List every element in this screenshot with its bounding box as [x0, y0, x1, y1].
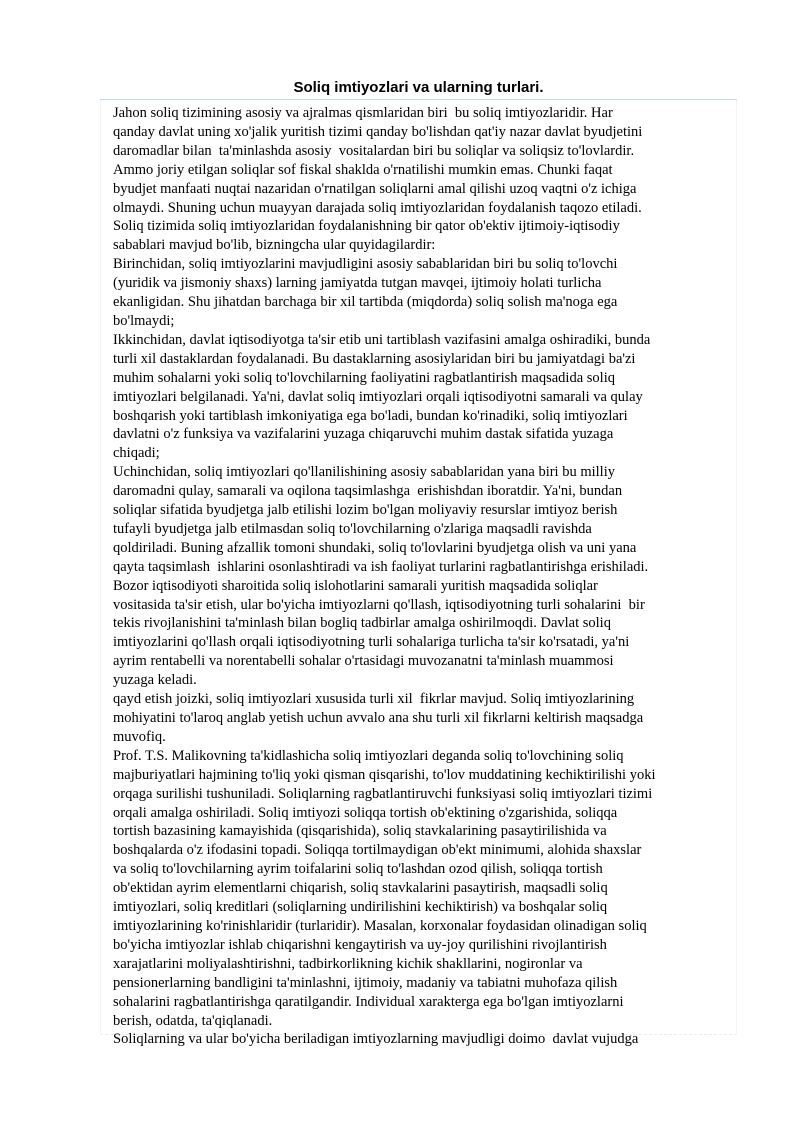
paragraph — [113, 255, 733, 331]
text-line: tekis rivojlanishini ta'minlash bilan bogliq tadbirlar amalga oshirilmoqdi. Davlat soliq — [113, 615, 611, 632]
text-line: berish, odatda, ta'qiqlanadi. — [113, 1012, 273, 1029]
text-line: byudjet manfaati nuqtai nazaridan o'rnatilgan soliqlarni amal qilishi uzoq vaqtni o'z ichiga — [113, 180, 637, 197]
text-line: chiqadi; — [113, 445, 160, 462]
text-line: tortish bazasining kamayishida (qisqarishida), soliq stavkalarining pasaytirilishida va — [113, 823, 607, 840]
text-line: orqaga surilishi tushuniladi. Soliqlarning ragbatlantiruvchi funksiyasi soliq imtiyozlari tizimi — [113, 785, 653, 802]
text-line: ob'ektidan ayrim elementlarni chiqarish, soliq stavkalarini pasaytirish, maqsadli soliq — [113, 880, 608, 897]
paragraph — [113, 1030, 733, 1049]
text-line: mohiyatini to'laroq anglab yetish uchun avvalo ana shu turli xil fikrlarni keltirish maqsadga — [113, 710, 644, 726]
text-line: majburiyatlari hajmining to'liq yoki qisman qisqarishi, to'lov muddatining kechiktirilishi yoki — [113, 766, 656, 783]
text-line: daromadni qulay, samarali va oqilona taqsimlashga erishishdan iboratdir. Ya'ni, bundan — [113, 483, 623, 500]
text-line: (yuridik va jismoniy shaxs) larning jamiyatda tutgan mavqei, ijtimoiy holati turlicha — [113, 275, 602, 292]
paragraph — [113, 331, 733, 463]
text-line: boshqarish yoki tartiblash imkoniyatiga ega bo'ladi, bundan ko'rinadiki, soliq imtiyozlari — [113, 407, 628, 424]
text-line: muvofiq. — [113, 728, 166, 745]
text-line: Ammo joriy etilgan soliqlar sof fiskal shaklda o'rnatilishi mumkin emas. Chunki faqat — [113, 161, 613, 178]
text-line: qoldiriladi. Buning afzallik tomoni shundaki, soliq to'lovlarini byudjetga olish va uni yana — [113, 539, 637, 556]
text-line: Jahon soliq tizimining asosiy va ajralmas qismlaridan biri bu soliq imtiyozlaridir. Har — [113, 105, 613, 121]
text-line: ekanligidan. Shu jihatdan barchaga bir xil tartibda (miqdorda) soliq solish ma'noga ega — [113, 294, 618, 311]
text-line: imtiyozlarini qo'llash orqali iqtisodiyotning turli sohalariga turlicha ta'sir ko'rsatadi, ya'ni — [113, 634, 630, 651]
text-line: xarajatlarini moliyalashtirishni, tadbirkorlikning kichik shakllarini, nogironlar va — [113, 955, 583, 972]
paragraph — [113, 690, 733, 747]
text-line: yuzaga keladi. — [113, 672, 197, 689]
text-line: Ikkinchidan, davlat iqtisodiyotga ta'sir etib uni tartiblash vazifasini amalga oshiradiki, bunda — [113, 331, 651, 348]
text-line: turli xil dastaklardan foydalanadi. Bu dastaklarning asosiylaridan biri bu jamiyatdagi ba'zi — [113, 350, 636, 367]
text-line: imtiyozlari belgilanadi. Ya'ni, davlat soliq imtiyozlari orqali iqtisodiyotni samarali va qulay — [113, 388, 643, 405]
paragraph — [113, 104, 733, 255]
text-line: Uchinchidan, soliq imtiyozlari qo'llanilishining asosiy sabablaridan yana biri bu milliy — [113, 464, 615, 481]
text-line: Bozor iqtisodiyoti sharoitida soliq islohotlarini samarali yuritish maqsadida soliqlar — [113, 577, 598, 594]
text-line: orqali amalga oshiriladi. Soliq imtiyozi soliqqa tortish ob'ektining o'zgarishida, soliqqa — [113, 804, 618, 821]
text-line: boshqalarda o'z ifodasini topadi. Soliqqa tortilmaydigan ob'ekt minimumi, alohida shaxslar — [113, 842, 642, 859]
text-line: muhim sohalarni yoki soliq to'lovchilarning faoliyatini ragbatlantirish maqsadida soliq — [113, 369, 615, 386]
text-line: qanday davlat uning xo'jalik yuritish tizimi qanday bo'lishdan qat'iy nazar davlat byudjetini — [113, 123, 643, 140]
text-line: imtiyozlari, soliq kreditlari (soliqlarning undirilishini kechiktirish) va boshqalar soliq — [113, 899, 608, 916]
paragraph — [113, 747, 733, 1031]
text-line: qayd etish joizki, soliq imtiyozlari xususida turli xil fikrlar mavjud. Soliq imtiyozlarining — [113, 691, 635, 708]
text-line: bo'yicha imtiyozlar ishlab chiqarishni kengaytirish va uy-joy qurilishini rivojlantirish — [113, 936, 607, 953]
text-line: vositasida ta'sir etish, ular bo'yicha imtiyozlarni qo'llash, iqtisodiyotning turli sohalarini bir — [113, 596, 645, 613]
text-line: pensionerlarning bandligini ta'minlashni, ijtimoiy, madaniy va tabiatni muhofaza qilish — [113, 974, 618, 991]
text-line: imtiyozlarining ko'rinishlaridir (turlaridir). Masalan, korxonalar foydasidan olinadigan soliq — [113, 917, 647, 934]
text-line: davlatni o'z funksiya va vazifalarini yuzaga chiqaruvchi muhim dastak sifatida yuzaga — [113, 426, 614, 443]
document-body — [113, 104, 733, 1049]
page-title: Soliq imtiyozlari va ularning turlari. — [293, 79, 544, 96]
text-line: daromadlar bilan ta'minlashda asosiy vositalardan biri bu soliqlar va soliqsiz to'lovlardir. — [113, 142, 635, 159]
text-line: bo'lmaydi; — [113, 312, 175, 329]
text-line: Prof. T.S. Malikovning ta'kidlashicha soliq imtiyozlari deganda soliq to'lovchining soliq — [113, 747, 624, 764]
text-line: Soliqlarning va ular bo'yicha beriladigan imtiyozlarning mavjudligi doimo davlat vujudga — [113, 1031, 639, 1048]
paragraph — [113, 463, 733, 690]
text-line: tufayli byudjetga jalb etilmasdan soliq to'lovchilarning o'zlariga maqsadli ravishda — [113, 520, 592, 537]
text-line: olmaydi. Shuning uchun muayyan darajada soliq imtiyozlaridan foydalanish taqozo etiladi. — [113, 199, 642, 216]
text-line: qayta taqsimlash ishlarini osonlashtiradi va ish faoliyat turlarini ragbatlantirishga erishiladi. — [113, 558, 649, 575]
text-line: va soliq to'lovchilarning ayrim toifalarini soliq to'lashdan ozod qilish, soliqqa tortish — [113, 861, 603, 878]
text-line: ayrim rentabelli va norentabelli sohalar o'rtasidagi muvozanatni ta'minlash muammosi — [113, 653, 614, 670]
text-line: Birinchidan, soliq imtiyozlarini mavjudligini asosiy sabablaridan biri bu soliq to'lovchi — [113, 256, 618, 273]
text-line: sabablari mavjud bo'lib, bizningcha ular quyidagilardir: — [113, 237, 436, 254]
text-line: Soliq tizimida soliq imtiyozlaridan foydalanishning bir qator ob'ektiv ijtimoiy-iqtisodiy — [113, 218, 620, 235]
text-line: soliqlar sifatida byudjetga jalb etilishi lozim bo'lgan moliyaviy resurslar imtiyoz berish — [113, 502, 618, 519]
text-line: sohalarini ragbatlantirishga qaratilgandir. Individual xarakterga ega bo'lgan imtiyozlarni — [113, 993, 624, 1010]
